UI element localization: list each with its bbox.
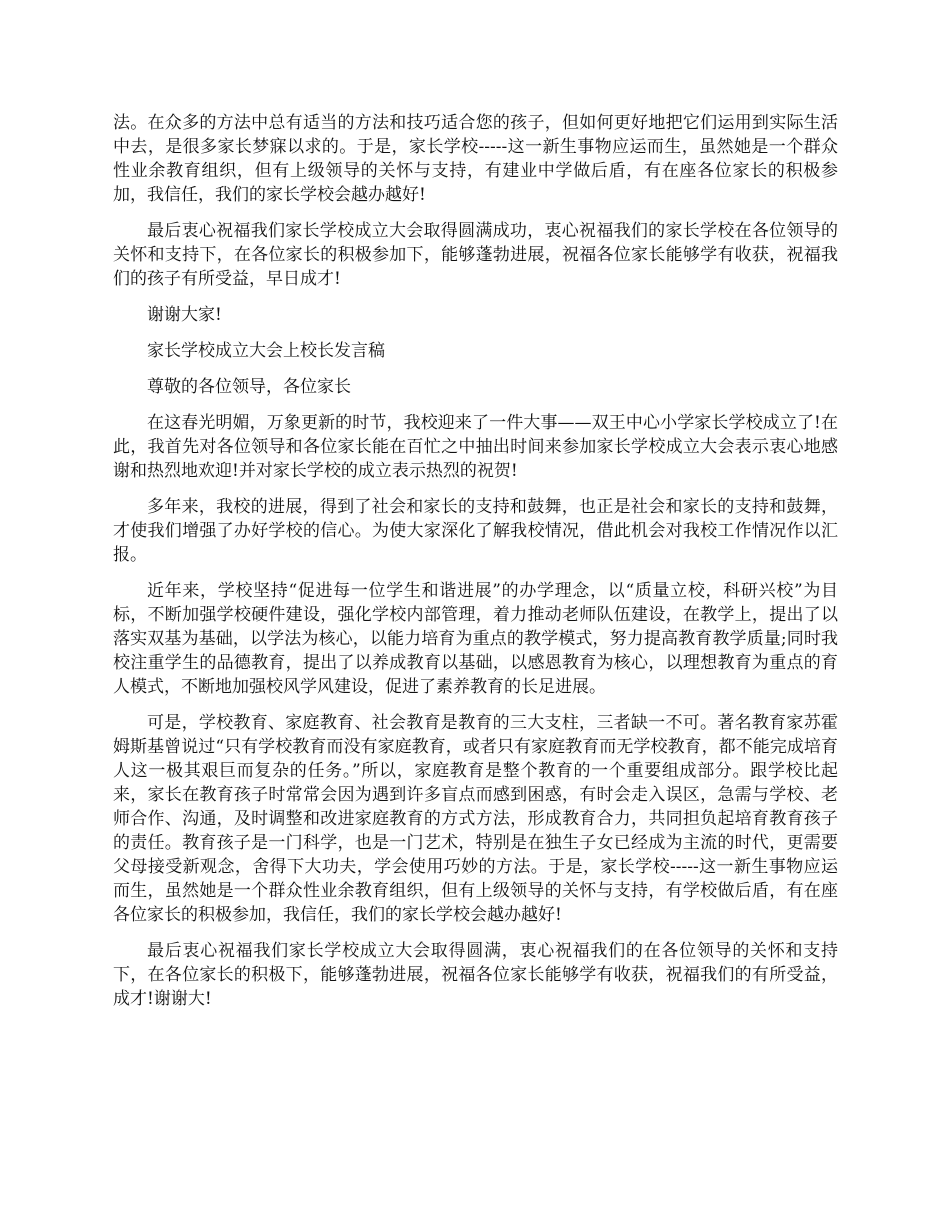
paragraph-support: 多年来，我校的进展，得到了社会和家长的支持和鼓舞，也正是社会和家长的支持和鼓舞，才使我们增强了办好学校的信心。为使大家深化了解我校情况，借此机会对我校工作情况作以汇报。 <box>113 497 838 565</box>
paragraph-family-education: 可是，学校教育、家庭教育、社会教育是教育的三大支柱，三者缺一不可。著名教育家苏霍姆斯基曾说过“只有学校教育而没有家庭教育，或者只有家庭教育而无学校教育，都不能完成培育人这一极其艰巨而复杂的任务。”所以，家庭教育是整个教育的一个重要组成部分。跟学校比起来，家长在教育孩子时常常会因为遇到许多盲点而感到困惑，有时会走入误区，急需与学校、老师合作、沟通，及时调整和改进家庭教育的方式方法，形成教育合力，共同担负起培育教育孩子的责任。教育孩子是一门科学，也是一门艺术，特别是在独生子女已经成为主流的时代，更需要父母接受新观念，舍得下大功夫，学会使用巧妙的方法。于是，家长学校-----这一新生事物应运而生，虽然她是一个群众性业余教育组织，但有上级领导的关怀与支持，有学校做后盾，有在座各位家长的积极参加，我信任，我们的家长学校会越办越好! <box>113 713 838 925</box>
speech-title: 家长学校成立大会上校长发言稿 <box>147 341 385 361</box>
document-body <box>113 111 838 1023</box>
paragraph-opening: 在这春光明媚，万象更新的时节，我校迎来了一件大事——双王中心小学家长学校成立了!在此，我首先对各位领导和各位家长能在百忙之中抽出时间来参加家长学校成立大会表示衷心地感谢和热烈地欢迎!并对家长学校的成立表示热烈的祝贺! <box>113 413 838 481</box>
paragraph-closing-wishes-1: 最后衷心祝福我们家长学校成立大会取得圆满成功，衷心祝福我们的家长学校在各位领导的关怀和支持下，在各位家长的积极参加下，能够蓬勃进展，祝福各位家长能够学有收获，祝福我们的孩子有所受益，早日成才! <box>113 221 838 289</box>
paragraph-closing-wishes-2: 最后衷心祝福我们家长学校成立大会取得圆满，衷心祝福我们的在各位领导的关怀和支持下，在各位家长的积极下，能够蓬勃进展，祝福各位家长能够学有收获，祝福我们的有所受益，成才!谢谢大! <box>113 941 838 1009</box>
paragraph-continued-text: 法。在众多的方法中总有适当的方法和技巧适合您的孩子，但如何更好地把它们运用到实际生活中去，是很多家长梦寐以求的。于是，家长学校-----这一新生事物应运而生，虽然她是一个群众性业余教育组织，但有上级领导的关怀与支持，有建业中学做后盾，有在座各位家长的积极参加，我信任，我们的家长学校会越办越好! <box>113 113 838 205</box>
paragraph-school-philosophy: 近年来，学校坚持“促进每一位学生和谐进展”的办学理念，以“质量立校，科研兴校”为目标，不断加强学校硬件建设，强化学校内部管理，着力推动老师队伍建设，在教学上，提出了以落实双基为基础，以学法为核心，以能力培育为重点的教学模式，努力提高教育教学质量;同时我校注重学生的品德教育，提出了以养成教育以基础，以感恩教育为核心，以理想教育为重点的育人模式，不断地加强校风学风建设，促进了素养教育的长足进展。 <box>113 581 838 697</box>
speech-salutation: 尊敬的各位领导，各位家长 <box>147 377 351 397</box>
paragraph-thanks: 谢谢大家! <box>147 305 222 325</box>
